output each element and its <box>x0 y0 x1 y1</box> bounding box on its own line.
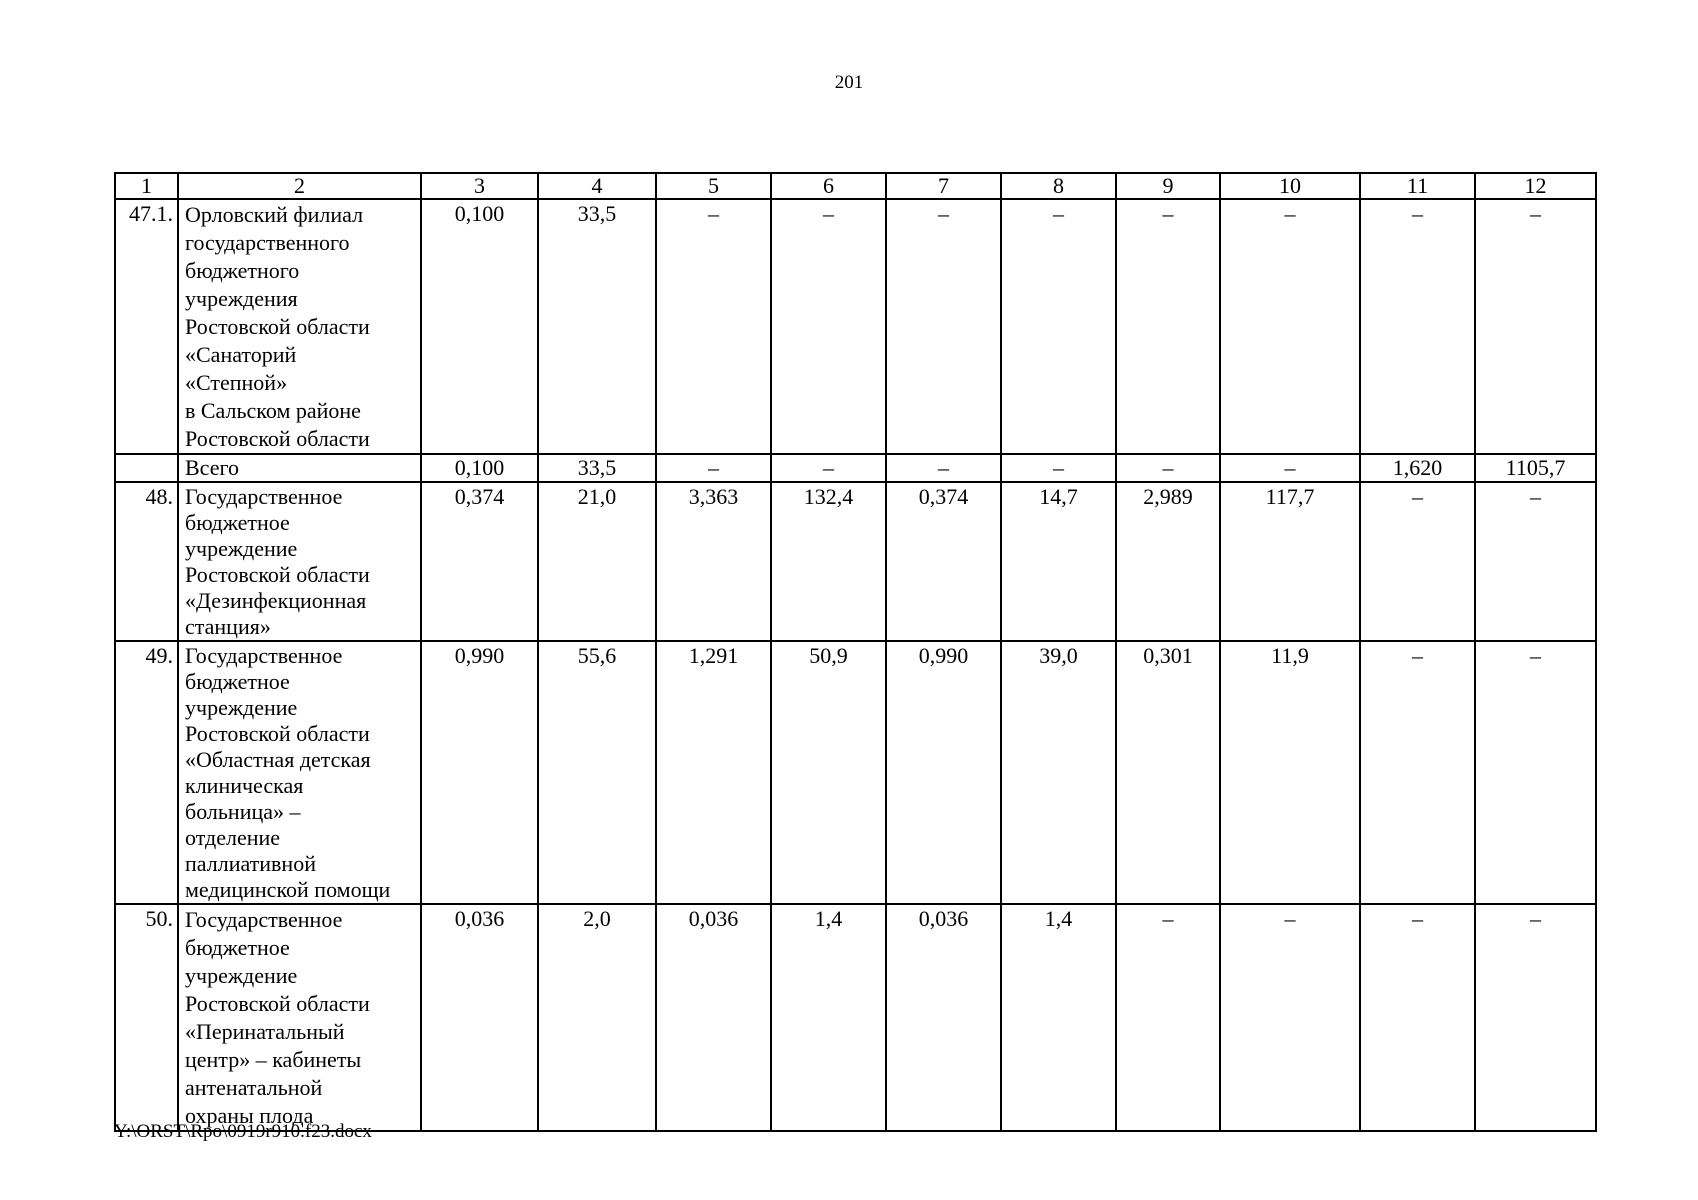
column-header: 2 <box>178 173 421 199</box>
value-cell: – <box>1475 199 1596 454</box>
table-row <box>115 641 1596 904</box>
table-row <box>115 904 1596 1131</box>
column-header: 5 <box>656 173 771 199</box>
value-cell: 1,620 <box>1360 454 1475 482</box>
value-cell: – <box>1475 482 1596 641</box>
value-cell: 1105,7 <box>1475 454 1596 482</box>
value-cell: 0,374 <box>886 482 1001 641</box>
value-cell: – <box>1360 641 1475 904</box>
name-line: Ростовской области <box>185 314 370 339</box>
value-cell: 0,990 <box>421 641 538 904</box>
value-cell: 0,301 <box>1116 641 1220 904</box>
value-cell: 0,100 <box>421 199 538 454</box>
institution-name <box>178 641 421 904</box>
value-cell: – <box>1116 199 1220 454</box>
total-label <box>178 454 421 482</box>
column-header: 11 <box>1360 173 1475 199</box>
value-cell: 33,5 <box>538 454 656 482</box>
value-cell: – <box>1116 454 1220 482</box>
row-index: 48. <box>115 482 178 641</box>
column-header: 8 <box>1001 173 1116 199</box>
table-row <box>115 482 1596 641</box>
value-cell: 1,4 <box>1001 904 1116 1131</box>
name-line: государственного <box>185 230 350 255</box>
column-header: 4 <box>538 173 656 199</box>
value-cell: – <box>1116 904 1220 1131</box>
name-line: в Сальском районе <box>185 398 361 423</box>
name-line: Государственное <box>185 907 343 932</box>
value-cell: 0,374 <box>421 482 538 641</box>
name-line: Ростовской области <box>185 991 370 1016</box>
name-line: Ростовской области <box>185 721 370 746</box>
name-line: «Санаторий <box>185 342 297 367</box>
column-header: 1 <box>115 173 178 199</box>
table-row <box>115 199 1596 454</box>
value-cell: 50,9 <box>771 641 886 904</box>
header-row <box>115 173 1596 199</box>
name-line: Ростовской области <box>185 426 370 451</box>
name-line: Государственное <box>185 643 343 668</box>
row-index <box>115 454 178 482</box>
name-line: Орловский филиал <box>185 202 364 227</box>
total-row <box>115 454 1596 482</box>
name-line: Всего <box>185 455 239 480</box>
row-index: 49. <box>115 641 178 904</box>
value-cell: 0,036 <box>421 904 538 1131</box>
value-cell: 14,7 <box>1001 482 1116 641</box>
name-line: учреждение <box>185 695 298 720</box>
value-cell: 0,036 <box>656 904 771 1131</box>
name-line: охраны плода <box>185 1103 314 1128</box>
value-cell: – <box>656 454 771 482</box>
value-cell: 132,4 <box>771 482 886 641</box>
value-cell: – <box>1001 454 1116 482</box>
value-cell: – <box>1360 199 1475 454</box>
name-line: бюджетное <box>185 669 290 694</box>
value-cell: 21,0 <box>538 482 656 641</box>
value-cell: – <box>1220 199 1360 454</box>
value-cell: 1,4 <box>771 904 886 1131</box>
value-cell: – <box>1475 904 1596 1131</box>
name-line: бюджетное <box>185 510 290 535</box>
name-line: станция» <box>185 614 271 639</box>
value-cell: 0,036 <box>886 904 1001 1131</box>
value-cell: 3,363 <box>656 482 771 641</box>
value-cell: – <box>771 199 886 454</box>
column-header: 7 <box>886 173 1001 199</box>
value-cell: 2,0 <box>538 904 656 1131</box>
column-header: 3 <box>421 173 538 199</box>
column-header: 12 <box>1475 173 1596 199</box>
name-line: отделение <box>185 825 281 850</box>
name-line: больница» – <box>185 799 301 824</box>
institution-name <box>178 904 421 1131</box>
value-cell: 1,291 <box>656 641 771 904</box>
value-cell: – <box>1220 904 1360 1131</box>
name-line: учреждения <box>185 286 298 311</box>
name-line: медицинской помощи <box>185 877 391 902</box>
name-line: центр» – кабинеты <box>185 1047 362 1072</box>
value-cell: – <box>1360 482 1475 641</box>
row-index: 47.1. <box>115 199 178 454</box>
name-line: «Перинатальный <box>185 1019 345 1044</box>
value-cell: 11,9 <box>1220 641 1360 904</box>
value-cell: – <box>1360 904 1475 1131</box>
name-line: «Дезинфекционная <box>185 588 367 613</box>
value-cell: – <box>1475 641 1596 904</box>
value-cell: 39,0 <box>1001 641 1116 904</box>
value-cell: 117,7 <box>1220 482 1360 641</box>
value-cell: 55,6 <box>538 641 656 904</box>
value-cell: – <box>886 454 1001 482</box>
file-path-footer: Y:\ORST\Rpo\0919r910.f23.docx <box>114 1121 372 1142</box>
name-line: «Областная детская <box>185 747 371 772</box>
value-cell: – <box>1001 199 1116 454</box>
column-header: 6 <box>771 173 886 199</box>
institution-name <box>178 482 421 641</box>
name-line: паллиативной <box>185 851 316 876</box>
row-index: 50. <box>115 904 178 1131</box>
value-cell: 0,990 <box>886 641 1001 904</box>
name-line: учреждение <box>185 536 298 561</box>
value-cell: 33,5 <box>538 199 656 454</box>
data-table <box>114 172 1597 1132</box>
column-header: 9 <box>1116 173 1220 199</box>
value-cell: – <box>1220 454 1360 482</box>
page-number: 201 <box>834 72 864 93</box>
data-table-wrapper <box>114 172 1597 1132</box>
institution-name <box>178 199 421 454</box>
name-line: Государственное <box>185 484 343 509</box>
name-line: Ростовской области <box>185 562 370 587</box>
column-header: 10 <box>1220 173 1360 199</box>
name-line: клиническая <box>185 773 304 798</box>
value-cell: – <box>656 199 771 454</box>
value-cell: – <box>886 199 1001 454</box>
name-line: бюджетного <box>185 258 300 283</box>
name-line: антенатальной <box>185 1075 323 1100</box>
value-cell: – <box>771 454 886 482</box>
name-line: «Степной» <box>185 370 288 395</box>
value-cell: 2,989 <box>1116 482 1220 641</box>
value-cell: 0,100 <box>421 454 538 482</box>
name-line: учреждение <box>185 963 298 988</box>
name-line: бюджетное <box>185 935 290 960</box>
